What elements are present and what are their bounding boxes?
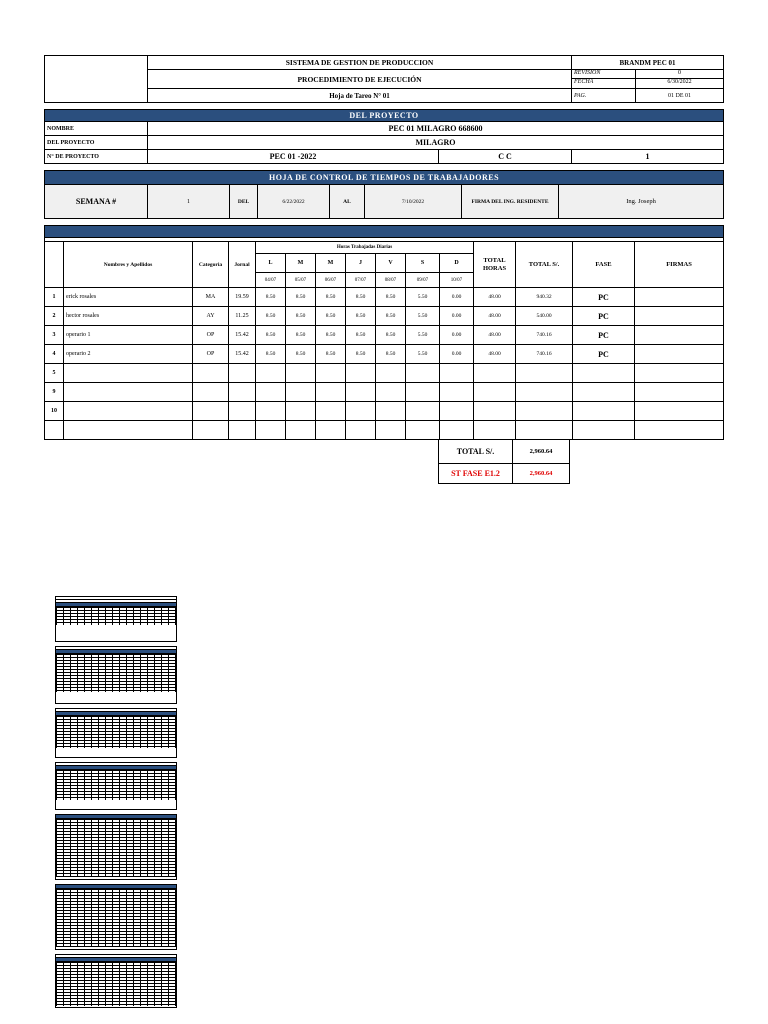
page-thumbnail[interactable] — [55, 646, 177, 704]
fecha-label: FECHA — [574, 79, 594, 85]
row-number: 10 — [45, 402, 64, 421]
row-number: 9 — [45, 383, 64, 402]
doc-code: BRANDM PEC 01 — [572, 56, 724, 70]
totals-table — [438, 439, 570, 484]
daily-hours: 8.50 — [346, 307, 376, 326]
del-date: 6/22/2022 — [258, 185, 330, 219]
daily-hours — [406, 364, 440, 383]
row-number — [45, 421, 64, 440]
daily-hours: 8.50 — [346, 326, 376, 345]
date-header: 10/07 — [440, 273, 474, 288]
page-thumbnail[interactable] — [55, 596, 177, 642]
date-header: 09/07 — [406, 273, 440, 288]
day-header: M — [286, 254, 316, 273]
revision-value: 0 — [636, 70, 723, 79]
table-row — [45, 288, 724, 307]
daily-hours — [346, 383, 376, 402]
page-thumbnail[interactable] — [55, 762, 177, 810]
worker-category — [193, 421, 229, 440]
fase-value — [573, 364, 635, 383]
total-label: TOTAL S/. — [439, 440, 513, 464]
meta-values — [636, 70, 724, 89]
worker-name — [64, 421, 193, 440]
total-soles — [516, 421, 573, 440]
daily-hours — [256, 402, 286, 421]
daily-hours: 0.00 — [440, 345, 474, 364]
daily-hours: 0.00 — [440, 326, 474, 345]
day-header: L — [256, 254, 286, 273]
daily-hours — [316, 402, 346, 421]
day-header: V — [376, 254, 406, 273]
daily-hours — [376, 402, 406, 421]
signature-cell[interactable] — [635, 364, 724, 383]
table-row — [45, 421, 724, 440]
control-title: HOJA DE CONTROL DE TIEMPOS DE TRABAJADORES — [45, 171, 724, 185]
daily-hours — [256, 421, 286, 440]
firma-residente-label: FIRMA DEL ING. RESIDENTE — [462, 185, 559, 219]
daily-hours: 8.50 — [286, 326, 316, 345]
worker-jornal — [229, 383, 256, 402]
control-table — [44, 170, 724, 219]
worker-category: OP — [193, 326, 229, 345]
daily-hours — [406, 383, 440, 402]
daily-hours — [406, 421, 440, 440]
signature-cell[interactable] — [635, 288, 724, 307]
daily-hours: 8.50 — [376, 326, 406, 345]
total-hours: 48.00 — [474, 288, 516, 307]
daily-hours — [346, 402, 376, 421]
daily-hours — [406, 402, 440, 421]
del-label: DEL — [230, 185, 258, 219]
num-proyecto-label: N° DE PROYECTO — [45, 150, 148, 164]
total-horas-header: TOTAL HORAS — [474, 242, 516, 288]
daily-hours: 8.50 — [316, 288, 346, 307]
daily-hours — [316, 364, 346, 383]
daily-hours — [286, 421, 316, 440]
daily-hours: 8.50 — [256, 326, 286, 345]
st-fase-value: 2,960.64 — [513, 464, 570, 484]
del-proyecto-value: MILAGRO — [148, 136, 724, 150]
day-header: J — [346, 254, 376, 273]
date-header: 04/07 — [256, 273, 286, 288]
daily-hours: 8.50 — [286, 307, 316, 326]
table-row — [45, 364, 724, 383]
signature-cell[interactable] — [635, 421, 724, 440]
row-number: 4 — [45, 345, 64, 364]
table-row — [45, 345, 724, 364]
daily-hours: 8.50 — [316, 326, 346, 345]
worker-name — [64, 364, 193, 383]
worker-jornal: 15.42 — [229, 326, 256, 345]
fase-value: PC — [573, 288, 635, 307]
nombre-label: NOMBRE — [45, 122, 148, 136]
daily-hours: 5.50 — [406, 326, 440, 345]
procedure-title: PROCEDIMIENTO DE EJECUCIÓN — [148, 70, 572, 89]
table-row — [45, 383, 724, 402]
daily-hours: 8.50 — [376, 288, 406, 307]
row-number: 1 — [45, 288, 64, 307]
table-row — [45, 326, 724, 345]
daily-hours — [256, 383, 286, 402]
pag-label: PAG. — [572, 89, 636, 103]
num-header — [45, 242, 64, 288]
total-hours: 48.00 — [474, 345, 516, 364]
num-proyecto-value: PEC 01 -2022 — [148, 150, 439, 164]
page-thumbnail[interactable] — [55, 884, 177, 950]
sheet-number: Hoja de Tareo N° 01 — [148, 89, 572, 103]
names-header: Nombres y Apellidos — [64, 242, 193, 288]
fase-value — [573, 421, 635, 440]
date-header: 05/07 — [286, 273, 316, 288]
total-hours: 48.00 — [474, 307, 516, 326]
total-soles: 940.32 — [516, 288, 573, 307]
row-number: 5 — [45, 364, 64, 383]
semana-value: 1 — [148, 185, 230, 219]
st-fase-label: ST FASE E1.2 — [439, 464, 513, 484]
day-header: M — [316, 254, 346, 273]
daily-hours: 5.50 — [406, 288, 440, 307]
workers-title-bar — [45, 226, 724, 238]
jornal-header: Jornal — [229, 242, 256, 288]
daily-hours — [286, 402, 316, 421]
daily-hours: 8.50 — [256, 307, 286, 326]
daily-hours: 8.50 — [286, 288, 316, 307]
daily-hours: 8.50 — [376, 307, 406, 326]
cc-label: C C — [439, 150, 572, 164]
firmas-header: FIRMAS — [635, 242, 724, 288]
daily-hours: 8.50 — [346, 345, 376, 364]
categoria-header: Categoria — [193, 242, 229, 288]
total-value: 2,960.64 — [513, 440, 570, 464]
daily-hours: 8.50 — [346, 288, 376, 307]
semana-label: SEMANA # — [45, 185, 148, 219]
fase-value: PC — [573, 345, 635, 364]
daily-hours — [440, 402, 474, 421]
daily-hours: 8.50 — [376, 345, 406, 364]
daily-hours — [316, 383, 346, 402]
daily-hours — [440, 364, 474, 383]
row-number: 2 — [45, 307, 64, 326]
worker-category — [193, 402, 229, 421]
logo-cell — [45, 56, 148, 103]
cc-value: 1 — [572, 150, 724, 164]
page-thumbnails — [55, 596, 177, 1012]
date-header: 06/07 — [316, 273, 346, 288]
date-header: 07/07 — [346, 273, 376, 288]
total-hours — [474, 402, 516, 421]
daily-hours: 8.50 — [316, 345, 346, 364]
signature-cell[interactable] — [635, 307, 724, 326]
fase-header: FASE — [573, 242, 635, 288]
fecha-value: 6/30/2022 — [667, 79, 692, 85]
fase-value: PC — [573, 307, 635, 326]
signature-cell[interactable] — [635, 345, 724, 364]
page-thumbnail[interactable] — [55, 814, 177, 880]
fase-value — [573, 383, 635, 402]
worker-jornal: 15.42 — [229, 345, 256, 364]
total-soles: 540.00 — [516, 307, 573, 326]
daily-hours — [256, 364, 286, 383]
daily-hours: 8.50 — [286, 345, 316, 364]
row-number: 3 — [45, 326, 64, 345]
worker-category: MA — [193, 288, 229, 307]
signature-cell[interactable] — [635, 326, 724, 345]
daily-hours — [376, 421, 406, 440]
total-hours: 48.00 — [474, 326, 516, 345]
worker-category — [193, 383, 229, 402]
table-row — [45, 402, 724, 421]
signature-cell[interactable] — [635, 402, 724, 421]
al-label: AL — [330, 185, 365, 219]
worker-name: operario 2 — [64, 345, 193, 364]
worker-jornal: 19.59 — [229, 288, 256, 307]
worker-name: hector rosales — [64, 307, 193, 326]
al-date: 7/10/2022 — [365, 185, 462, 219]
worker-name — [64, 383, 193, 402]
daily-hours: 8.50 — [316, 307, 346, 326]
total-soles — [516, 402, 573, 421]
daily-hours: 5.50 — [406, 307, 440, 326]
worker-jornal — [229, 402, 256, 421]
daily-hours — [286, 383, 316, 402]
daily-hours — [376, 383, 406, 402]
daily-hours: 8.50 — [256, 288, 286, 307]
page-thumbnail[interactable] — [55, 954, 177, 1008]
table-row — [45, 307, 724, 326]
worker-jornal — [229, 364, 256, 383]
daily-hours — [346, 421, 376, 440]
revision-label: REVISION — [572, 70, 635, 79]
worker-name: operario 1 — [64, 326, 193, 345]
total-soles: 740.16 — [516, 345, 573, 364]
page-thumbnail[interactable] — [55, 708, 177, 758]
worker-category: AY — [193, 307, 229, 326]
daily-hours — [440, 421, 474, 440]
daily-hours — [440, 383, 474, 402]
daily-hours — [316, 421, 346, 440]
daily-hours — [346, 364, 376, 383]
total-soles-header: TOTAL S/. — [516, 242, 573, 288]
daily-hours: 5.50 — [406, 345, 440, 364]
pag-value: 01 DE 01 — [636, 89, 724, 103]
timesheet — [44, 55, 723, 484]
total-soles: 740.16 — [516, 326, 573, 345]
date-header: 08/07 — [376, 273, 406, 288]
worker-jornal: 11.25 — [229, 307, 256, 326]
fase-value — [573, 402, 635, 421]
total-soles — [516, 364, 573, 383]
del-proyecto-label: DEL PROYECTO — [45, 136, 148, 150]
system-title: SISTEMA DE GESTION DE PRODUCCION — [148, 56, 572, 70]
header-table — [44, 55, 724, 103]
daily-hours: 0.00 — [440, 288, 474, 307]
day-header: S — [406, 254, 440, 273]
worker-jornal — [229, 421, 256, 440]
daily-hours — [286, 364, 316, 383]
worker-name: erick rosales — [64, 288, 193, 307]
worker-category — [193, 364, 229, 383]
project-table — [44, 109, 724, 164]
fase-value: PC — [573, 326, 635, 345]
nombre-value: PEC 01 MILAGRO 668600 — [148, 122, 724, 136]
meta-labels — [572, 70, 636, 89]
signature-cell[interactable] — [635, 383, 724, 402]
total-hours — [474, 364, 516, 383]
day-header: D — [440, 254, 474, 273]
workers-table — [44, 225, 724, 440]
daily-hours — [376, 364, 406, 383]
daily-hours: 8.50 — [256, 345, 286, 364]
total-hours — [474, 421, 516, 440]
daily-hours: 0.00 — [440, 307, 474, 326]
total-hours — [474, 383, 516, 402]
project-section-title: DEL PROYECTO — [45, 110, 724, 122]
worker-category: OP — [193, 345, 229, 364]
firma-residente-value: Ing. Joseph — [559, 185, 724, 219]
worker-name — [64, 402, 193, 421]
horas-header: Horas Trabajadas Diarias — [256, 242, 474, 254]
total-soles — [516, 383, 573, 402]
